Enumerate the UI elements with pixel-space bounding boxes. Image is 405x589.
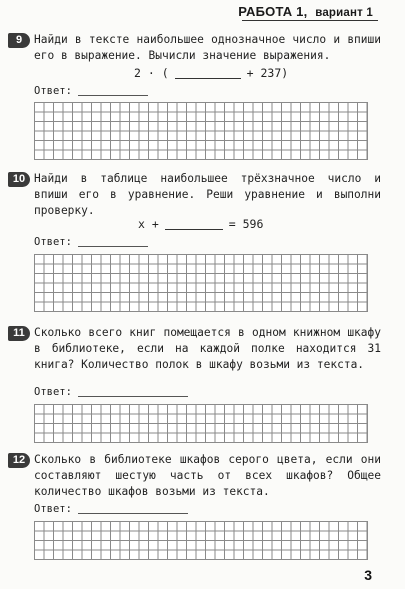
answer-row xyxy=(34,236,148,248)
expression-blank[interactable] xyxy=(175,78,241,79)
answer-grid[interactable] xyxy=(34,521,368,560)
task-number-badge: 10 xyxy=(8,172,30,187)
task-text: Найди в тексте наибольшее однозначное число и впиши его в выражение. Вычисли значение выражения. xyxy=(34,33,381,62)
answer-line[interactable] xyxy=(78,396,188,397)
answer-label: Ответ: xyxy=(34,85,72,97)
answer-row xyxy=(34,386,188,398)
expression-left: 2 · ( xyxy=(134,66,169,80)
answer-line[interactable] xyxy=(78,246,148,247)
task-12 xyxy=(8,452,381,500)
task-10 xyxy=(8,171,381,219)
answer-row xyxy=(34,503,188,515)
task-number-badge: 12 xyxy=(8,453,30,468)
page-header xyxy=(238,4,373,19)
answer-grid[interactable] xyxy=(34,102,368,160)
answer-label: Ответ: xyxy=(34,503,72,515)
expression xyxy=(134,66,288,80)
task-text: Сколько в библиотеке шкафов серого цвета, если они составляют шестую часть от всех шкафов? Общее количество шкафов возьми из текста. xyxy=(34,453,381,498)
task-11 xyxy=(8,325,381,373)
page-number: 3 xyxy=(364,567,372,583)
variant-label: вариант 1 xyxy=(315,7,373,19)
equation-right: = 596 xyxy=(228,217,264,231)
equation-left: x + xyxy=(138,217,159,231)
task-number-badge: 11 xyxy=(8,326,30,341)
answer-line[interactable] xyxy=(78,513,188,514)
answer-label: Ответ: xyxy=(34,236,72,248)
header-rule xyxy=(242,20,378,21)
work-title: РАБОТА 1, xyxy=(238,4,308,19)
task-text: Сколько всего книг помещается в одном книжном шкафу в библиотеке, если на каждой полке находится 31 книга? Количество полок в шкафу возьми из текста. xyxy=(34,326,381,371)
answer-line[interactable] xyxy=(78,95,148,96)
task-number-badge: 9 xyxy=(8,33,30,48)
expression-right: + 237) xyxy=(246,66,289,80)
answer-label: Ответ: xyxy=(34,386,72,398)
answer-grid[interactable] xyxy=(34,254,368,312)
equation-blank[interactable] xyxy=(165,229,223,230)
task-text: Найди в таблице наибольшее трёхзначное число и впиши его в уравнение. Реши уравнение и выполни проверку. xyxy=(34,172,381,217)
answer-row xyxy=(34,85,148,97)
equation xyxy=(138,217,263,231)
answer-grid[interactable] xyxy=(34,404,368,443)
task-9 xyxy=(8,32,381,64)
